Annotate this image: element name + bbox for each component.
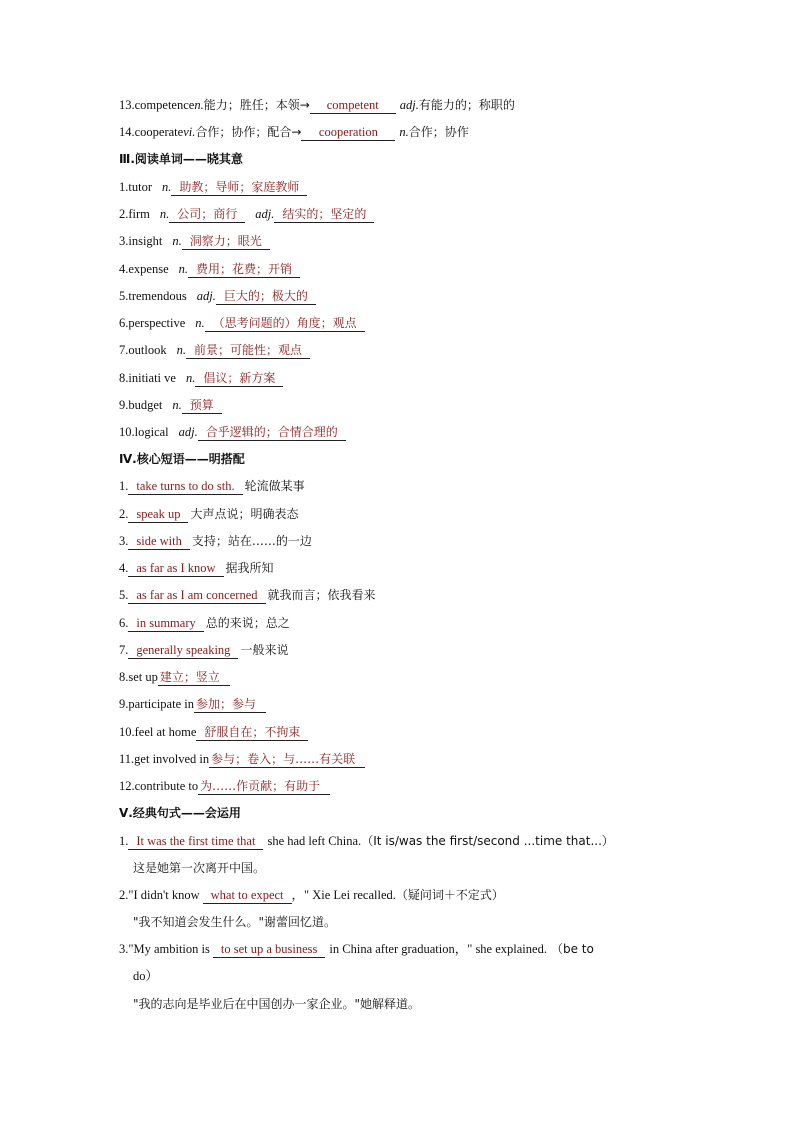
sentence-text: she had left China. [267,834,362,848]
answer-blank: 前景；可能性；观点 [186,343,310,359]
part-of-speech: n. [195,316,205,330]
pattern-note: （疑问词＋不定式） [395,888,504,902]
item-number: 1. [119,834,129,848]
answer-blank: It was the first time that [128,834,263,850]
section-4-title: Ⅳ.核心短语——明搭配 [119,452,245,466]
meaning: 总的来说；总之 [205,616,290,630]
word: expense [128,262,169,276]
meaning: 合作；协作 [408,125,469,139]
sentence-item-3 [119,940,594,958]
item-number: 3. [119,234,129,248]
answer-blank: 费用；花费；开销 [188,262,300,278]
item-number: 2. [119,207,129,221]
reading-item [119,178,307,196]
part-of-speech: n. [399,125,409,139]
item-number: 13. [119,98,135,112]
answer-blank: 结实的；坚定的 [274,207,374,223]
answer-blank: 公司；商行 [169,207,245,223]
reading-item [119,232,270,250]
reading-item [119,260,300,278]
sentence-text: "My ambition is [128,942,210,956]
item-number: 7. [119,643,129,657]
item-number: 11. [119,752,135,766]
reading-item [119,287,316,305]
sentence-translation: 这是她第一次离开中国。 [133,861,266,875]
phrase-item [119,614,290,632]
answer-blank: as far as I know [128,561,223,577]
section-5-title: Ⅴ.经典句式——会运用 [119,806,241,820]
phrase-item [119,505,298,523]
answer-blank: competent [310,98,396,114]
answer-blank: 巨大的；极大的 [216,289,316,305]
meaning: 有能力的；称职的 [418,98,515,112]
item-number: 4. [119,561,129,575]
answer-blank: 助教；导师；家庭教师 [171,180,307,196]
answer-blank: 舒服自在；不拘束 [196,725,308,741]
item-number: 10. [119,425,135,439]
answer-blank: 参加；参与 [194,697,266,713]
sentence-item-1 [119,832,614,850]
item-number: 5. [119,588,129,602]
reading-item [119,341,310,359]
phrase-item [119,641,288,659]
phrase: get involved in [134,752,210,766]
part-of-speech: n. [161,180,172,194]
phrase: set up [128,670,158,684]
phrase: feel at home [134,725,197,739]
answer-blank: 建立；竖立 [158,670,230,686]
answer-blank: generally speaking [128,643,238,659]
item-number: 8. [119,670,129,684]
item-number: 14. [119,125,135,139]
word: firm [128,207,150,221]
part-of-speech: adj. [255,207,275,221]
part-of-speech: adj. [196,289,216,303]
word: perspective [128,316,186,330]
word: outlook [128,343,167,357]
phrase-item [119,559,274,577]
phrase-item [119,723,308,741]
item-number: 5. [119,289,129,303]
word: tremendous [128,289,187,303]
sentence-text: "I didn't know [128,888,200,902]
pattern-note: （be to [550,942,594,956]
phrase-item [119,695,266,713]
answer-blank: as far as I am concerned [128,588,265,604]
part-of-speech: n. [172,398,182,412]
item-number: 2. [119,888,129,902]
phrase-item [119,532,312,550]
part-of-speech: n. [194,98,204,112]
part-of-speech: n. [178,262,189,276]
meaning: 就我而言；依我看来 [267,588,376,602]
meaning: 大声点说；明确表态 [190,507,299,521]
meaning: 支持；站在……的一边 [191,534,312,548]
sentence-translation: "我的志向是毕业后在中国创办一家企业。"她解释道。 [133,997,421,1011]
answer-blank: 为……作贡献；有助于 [198,779,330,795]
vocab-item-13 [119,96,515,114]
reading-item [119,396,222,414]
answer-blank: 合乎逻辑的；合情合理的 [198,425,346,441]
part-of-speech: adj. [178,425,198,439]
word: competence [134,98,195,112]
reading-item [119,314,365,332]
answer-blank: speak up [128,507,188,523]
meaning: 能力；胜任；本领→ [203,98,310,112]
answer-blank: 倡议；新方案 [195,371,283,387]
item-number: 6. [119,316,129,330]
phrase: participate in [128,697,194,711]
answer-blank: （思考问题的）角度；观点 [205,316,365,332]
item-number: 12. [119,779,135,793]
meaning: 轮流做某事 [244,479,305,493]
answer-blank: 参与；卷入；与……有关联 [209,752,365,768]
reading-item [119,423,346,441]
answer-blank: what to expect [203,888,292,904]
phrase-item [119,586,376,604]
item-number: 4. [119,262,129,276]
item-number: 6. [119,616,129,630]
word: cooperate [134,125,184,139]
answer-blank: 洞察力；眼光 [182,234,270,250]
answer-blank: 预算 [182,398,222,414]
item-number: 7. [119,343,129,357]
item-number: 10. [119,725,135,739]
item-number: 9. [119,697,129,711]
part-of-speech: n. [176,343,186,357]
phrase-item [119,750,365,768]
part-of-speech: vi. [183,125,196,139]
answer-blank: cooperation [301,125,395,141]
answer-blank: take turns to do sth. [128,479,242,495]
sentence-text: in China after graduation，" she explained. [329,942,547,956]
item-number: 3. [119,942,129,956]
meaning: 合作；协作；配合→ [195,125,302,139]
item-number: 1. [119,180,129,194]
word: budget [128,398,163,412]
word: tutor [128,180,152,194]
word: logical [134,425,169,439]
sentence-text: ，" Xie Lei recalled. [291,888,396,902]
section-3-title: Ⅲ.阅读单词——晓其意 [119,152,243,166]
part-of-speech: n. [172,234,182,248]
phrase-item [119,668,230,686]
answer-blank: to set up a business [213,942,326,958]
phrase-item [119,777,330,795]
item-number: 9. [119,398,129,412]
reading-item [119,205,374,223]
sentence-translation: "我不知道会发生什么。"谢蕾回忆道。 [133,915,337,929]
part-of-speech: adj. [399,98,419,112]
answer-blank: in summary [128,616,203,632]
phrase: contribute to [134,779,199,793]
pattern-note-continued: do） [133,969,159,983]
word: initiati ve [128,371,176,385]
phrase-item [119,477,305,495]
item-number: 2. [119,507,129,521]
meaning: 一般来说 [240,643,289,657]
meaning: 据我所知 [225,561,274,575]
pattern-note: （It is/was the first/second ...time that...） [361,834,614,848]
part-of-speech: n. [185,371,196,385]
word: insight [128,234,163,248]
item-number: 3. [119,534,129,548]
vocab-item-14 [119,123,469,141]
item-number: 1. [119,479,129,493]
item-number: 8. [119,371,129,385]
sentence-item-2 [119,886,504,904]
reading-item [119,369,283,387]
part-of-speech: n. [159,207,170,221]
answer-blank: side with [128,534,189,550]
